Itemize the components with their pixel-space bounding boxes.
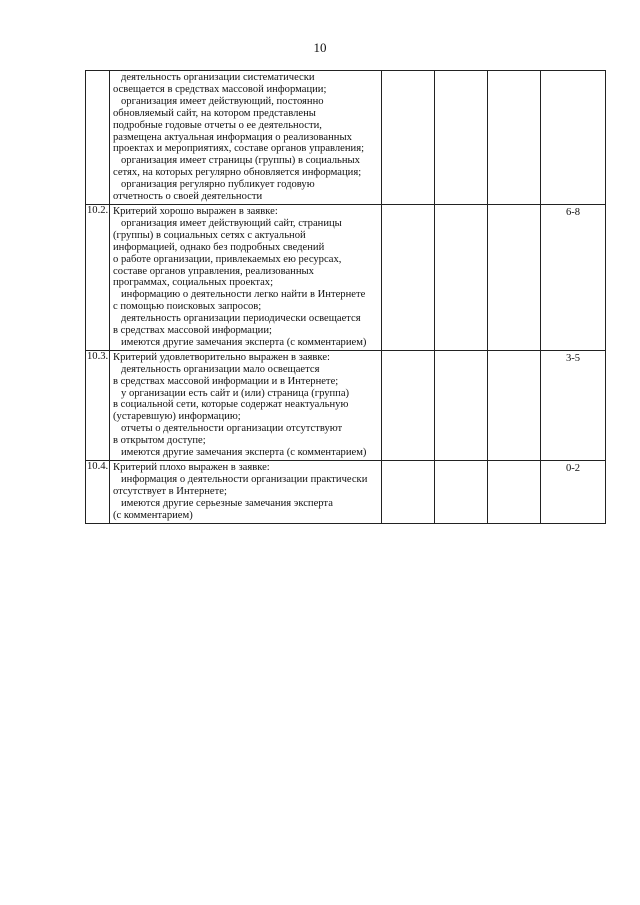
description-line: организация регулярно публикует годовую [121,179,315,191]
description-line: организация имеет действующий сайт, страницы [121,217,342,229]
criterion-number: 10.4. [86,461,110,524]
description-line: программах, социальных проектах; [113,277,274,289]
description-line: (устаревшую) информацию; [113,411,241,423]
description-line: освещается в средствах массовой информации; [113,83,327,95]
description-line: (группы) в социальных сетях с актуальной [113,229,306,241]
criterion-number: 10.2. [86,204,110,350]
description-line: размещена актуальная информация о реализованных [113,131,352,143]
score-range: 6-8 [541,204,606,350]
description-line: организация имеет страницы (группы) в социальных [121,155,360,167]
empty-cell [488,350,541,460]
empty-cell [488,461,541,524]
criterion-description [110,71,382,205]
description-line: обновляемый сайт, на котором представлены [113,107,316,119]
description-line: имеются другие замечания эксперта (с комментарием) [121,447,367,459]
description-line: в социальной сети, которые содержат неактуальную [113,399,349,411]
description-line: отчеты о деятельности организации отсутствуют [121,423,343,435]
empty-cell [382,350,435,460]
empty-cell [488,204,541,350]
empty-cell [488,71,541,205]
criterion-number [86,71,110,205]
empty-cell [435,204,488,350]
criterion-number: 10.3. [86,350,110,460]
description-line: подробные годовые отчеты о ее деятельности, [113,119,322,131]
empty-cell [435,350,488,460]
description-line: имеются другие серьезные замечания эксперта [121,497,333,509]
description-line: отсутствует в Интернете; [113,485,227,497]
description-line: информацией, однако без подробных сведений [113,241,325,253]
description-line: имеются другие замечания эксперта (с комментарием) [121,336,367,348]
description-line: деятельность организации периодически освещается [121,313,361,325]
score-range: 3-5 [541,350,606,460]
description-line: у организации есть сайт и (или) страница (группа) [121,387,350,399]
description-line: отчетность о своей деятельности [113,191,263,203]
criteria-table [85,70,606,524]
description-line: проектах и мероприятиях, составе органов управления; [113,143,365,155]
description-line: деятельность организации систематически [121,72,315,83]
description-line: с помощью поисковых запросов; [113,301,262,313]
criterion-description [110,350,382,460]
description-line: в средствах массовой информации и в Интернете; [113,375,339,387]
criteria-table-body [86,71,606,524]
criterion-description [110,204,382,350]
description-line: деятельность организации мало освещается [121,363,320,375]
empty-cell [435,461,488,524]
description-line: организация имеет действующий, постоянно [121,95,324,107]
empty-cell [382,71,435,205]
empty-cell [382,204,435,350]
description-line: Критерий хорошо выражен в заявке: [113,205,278,217]
description-line: о работе организации, привлекаемых ею ресурсах, [113,253,342,265]
table-row [86,350,606,460]
criterion-description [110,461,382,524]
table-row [86,71,606,205]
description-line: (с комментарием) [113,509,193,521]
table-row [86,461,606,524]
description-line: Критерий удовлетворительно выражен в заявке: [113,351,330,363]
score-range: 0-2 [541,461,606,524]
description-line: Критерий плохо выражен в заявке: [113,462,270,473]
description-line: составе органов управления, реализованных [113,265,314,277]
score-range [541,71,606,205]
description-line: в открытом доступе; [113,435,206,447]
empty-cell [382,461,435,524]
description-line: информация о деятельности организации практически [121,473,368,485]
page-number: 10 [313,40,327,55]
description-line: сетях, на которых регулярно обновляется информация; [113,167,362,179]
empty-cell [435,71,488,205]
description-line: в средствах массовой информации; [113,325,272,337]
description-line: информацию о деятельности легко найти в Интернете [121,289,366,301]
table-row [86,204,606,350]
